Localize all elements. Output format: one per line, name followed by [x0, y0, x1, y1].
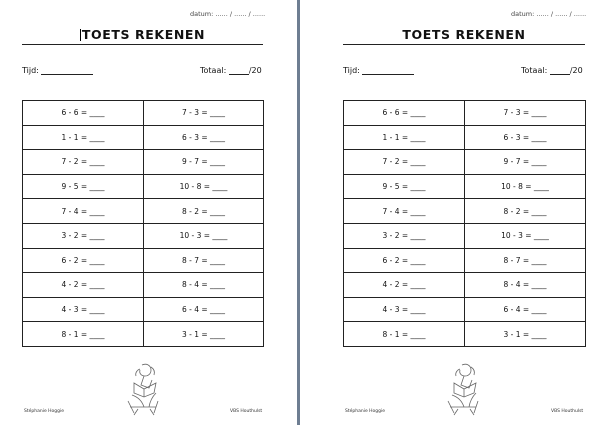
- problem-cell: 8 - 1 = ____: [23, 322, 144, 347]
- problems-table: [343, 100, 586, 347]
- problem-cell: 8 - 1 = ____: [344, 322, 465, 347]
- problem-cell: 4 - 3 = ____: [23, 297, 144, 322]
- problem-row: [344, 174, 586, 199]
- problem-cell: 8 - 7 = ____: [465, 248, 586, 273]
- problem-cell: 6 - 4 = ____: [144, 297, 264, 322]
- problem-cell: 9 - 5 = ____: [344, 174, 465, 199]
- text-cursor: [80, 29, 81, 41]
- problem-row: [23, 273, 264, 298]
- page-divider: [297, 0, 300, 425]
- problem-cell: 10 - 8 = ____: [144, 174, 264, 199]
- problem-cell: 8 - 7 = ____: [144, 248, 264, 273]
- problem-cell: 3 - 1 = ____: [465, 322, 586, 347]
- problem-cell: 6 - 2 = ____: [23, 248, 144, 273]
- problem-cell: 7 - 4 = ____: [23, 199, 144, 224]
- page-title[interactable]: TOETS REKENEN: [81, 27, 206, 42]
- problem-cell: 4 - 2 = ____: [23, 273, 144, 298]
- problem-row: [23, 297, 264, 322]
- totaal-field: Totaal: /20: [521, 66, 583, 75]
- footer-school: VBS Houthulst: [230, 409, 263, 414]
- girl-reading-illustration: [120, 361, 166, 417]
- totaal-field: Totaal: /20: [200, 66, 262, 75]
- problem-cell: 8 - 2 = ____: [144, 199, 264, 224]
- problem-row: [23, 223, 264, 248]
- problem-row: [23, 322, 264, 347]
- title-underline: [343, 44, 585, 45]
- problem-cell: 10 - 3 = ____: [465, 223, 586, 248]
- problem-cell: 7 - 3 = ____: [465, 101, 586, 126]
- footer-author: Stéphanie Hoggie: [24, 409, 65, 414]
- problem-row: [344, 101, 586, 126]
- girl-reading-illustration: [440, 361, 486, 417]
- problem-row: [344, 322, 586, 347]
- problem-cell: 4 - 3 = ____: [344, 297, 465, 322]
- problem-cell: 10 - 3 = ____: [144, 223, 264, 248]
- tijd-blank: [362, 66, 414, 75]
- problem-cell: 9 - 5 = ____: [23, 174, 144, 199]
- datum-label: datum: ...... / ...... / ......: [190, 10, 266, 18]
- tijd-field: Tijd:: [22, 66, 93, 75]
- problem-row: [344, 223, 586, 248]
- problem-cell: 7 - 2 = ____: [344, 150, 465, 175]
- footer-school: VBS Houthulst: [551, 409, 584, 414]
- title-underline: [22, 44, 263, 45]
- problem-cell: 7 - 3 = ____: [144, 101, 264, 126]
- problem-cell: 6 - 3 = ____: [465, 125, 586, 150]
- problem-cell: 9 - 7 = ____: [465, 150, 586, 175]
- problem-cell: 8 - 2 = ____: [465, 199, 586, 224]
- problem-row: [23, 101, 264, 126]
- problem-row: [344, 297, 586, 322]
- problem-cell: 3 - 2 = ____: [344, 223, 465, 248]
- problem-row: [344, 273, 586, 298]
- problem-cell: 3 - 1 = ____: [144, 322, 264, 347]
- problem-cell: 6 - 3 = ____: [144, 125, 264, 150]
- problem-cell: 6 - 6 = ____: [344, 101, 465, 126]
- problem-cell: 9 - 7 = ____: [144, 150, 264, 175]
- problem-row: [344, 150, 586, 175]
- problem-cell: 6 - 4 = ____: [465, 297, 586, 322]
- problem-row: [23, 248, 264, 273]
- tijd-blank: [41, 66, 93, 75]
- problem-row: [23, 150, 264, 175]
- problem-cell: 8 - 4 = ____: [465, 273, 586, 298]
- problem-cell: 3 - 2 = ____: [23, 223, 144, 248]
- problem-cell: 6 - 2 = ____: [344, 248, 465, 273]
- problem-cell: 10 - 8 = ____: [465, 174, 586, 199]
- problems-table: [22, 100, 264, 347]
- problem-row: [344, 125, 586, 150]
- problem-row: [23, 125, 264, 150]
- problem-cell: 6 - 6 = ____: [23, 101, 144, 126]
- totaal-blank: [550, 66, 570, 75]
- problem-cell: 1 - 1 = ____: [23, 125, 144, 150]
- page-title: TOETS REKENEN: [402, 27, 526, 42]
- problem-cell: 7 - 2 = ____: [23, 150, 144, 175]
- footer-author: Stéphanie Hoggie: [345, 409, 386, 414]
- problem-cell: 7 - 4 = ____: [344, 199, 465, 224]
- tijd-field: Tijd:: [343, 66, 414, 75]
- problem-row: [344, 248, 586, 273]
- problem-cell: 4 - 2 = ____: [344, 273, 465, 298]
- problem-cell: 1 - 1 = ____: [344, 125, 465, 150]
- datum-label: datum: ...... / ...... / ......: [511, 10, 587, 18]
- problem-row: [23, 174, 264, 199]
- problem-row: [344, 199, 586, 224]
- problem-row: [23, 199, 264, 224]
- problem-cell: 8 - 4 = ____: [144, 273, 264, 298]
- totaal-blank: [229, 66, 249, 75]
